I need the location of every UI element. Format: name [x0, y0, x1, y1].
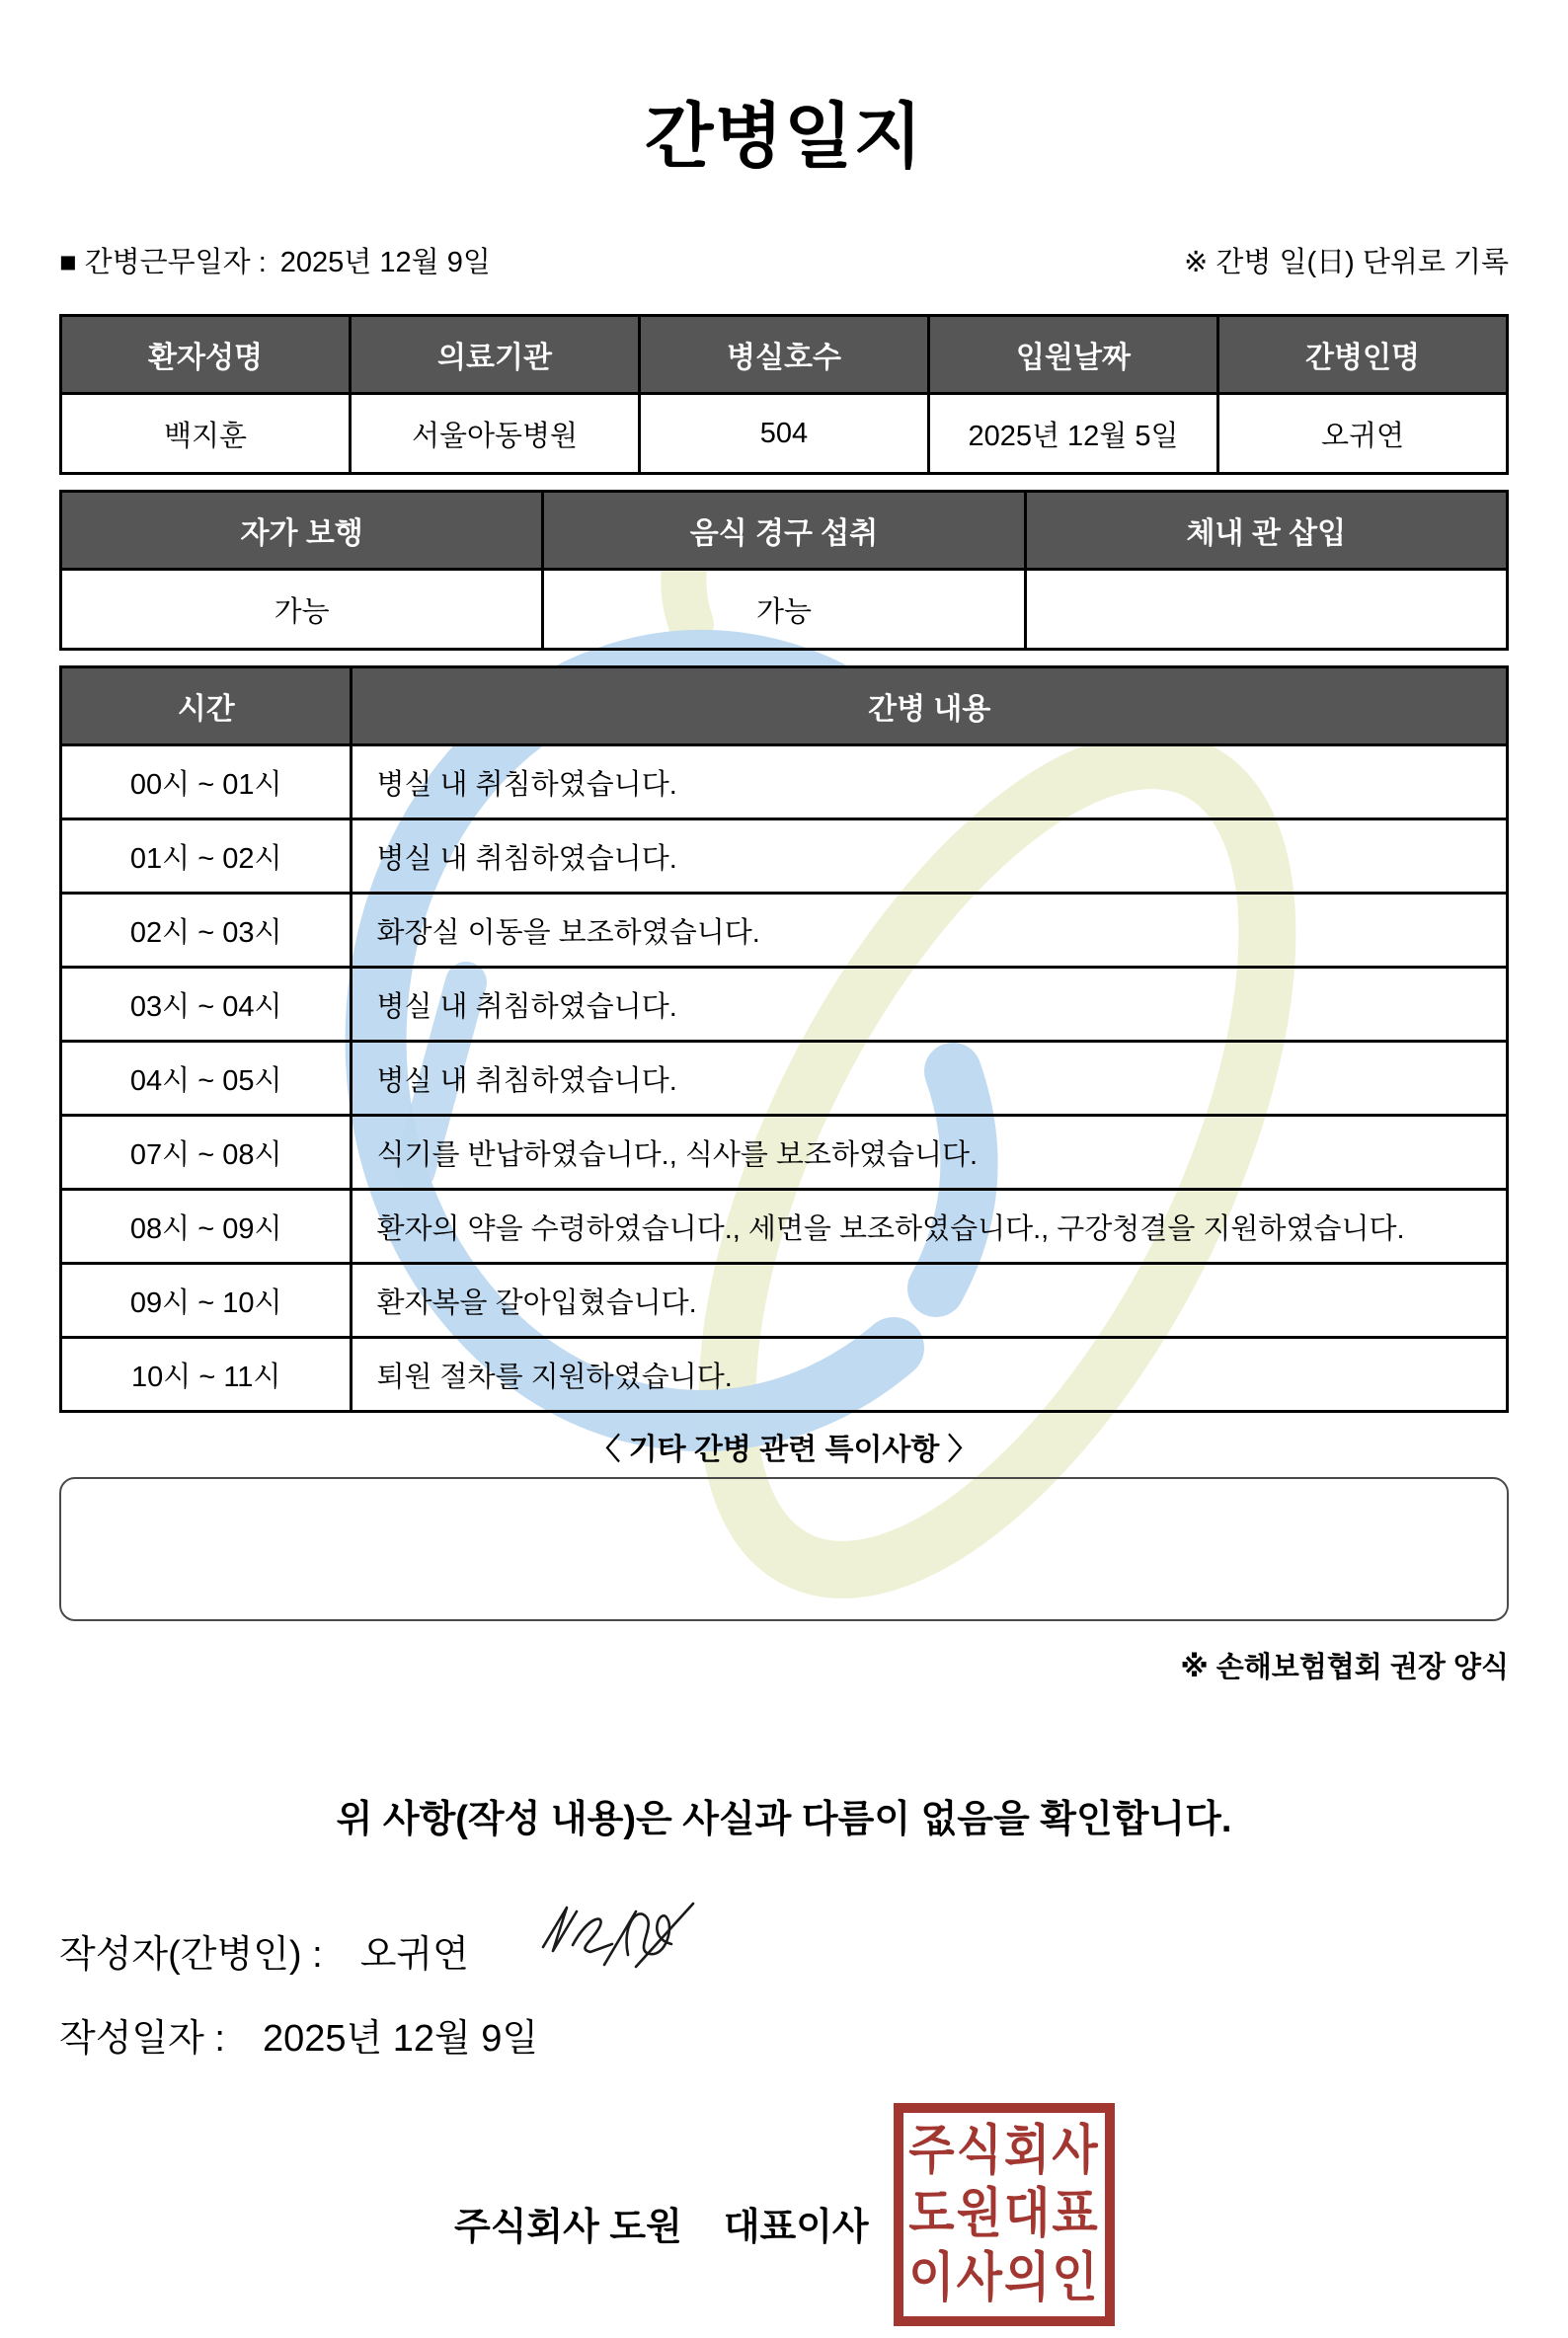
care-row: [61, 1042, 1508, 1116]
company-line: [454, 2196, 869, 2250]
header-oral-intake: 음식 경구 섭취: [543, 492, 1025, 570]
value-room-number: 504: [640, 394, 929, 474]
care-row: [61, 1338, 1508, 1412]
writer-label: 작성자(간병인) :: [59, 1934, 323, 1977]
unit-note: ※ 간병 일(日) 단위로 기록: [1184, 247, 1509, 279]
header-patient-name: 환자성명: [61, 316, 351, 394]
care-time: 08시 ~ 09시: [61, 1190, 352, 1264]
care-time: 01시 ~ 02시: [61, 819, 352, 894]
care-content: 병실 내 취침하였습니다.: [352, 968, 1508, 1042]
patient-status-table: [59, 490, 1509, 651]
page-title: 간병일지: [644, 98, 924, 177]
status-header-row: [61, 492, 1508, 570]
care-row: [61, 1116, 1508, 1190]
seal-row: 주식회사: [908, 2121, 1100, 2180]
care-work-date-label: ■ 간병근무일자 :: [59, 247, 267, 279]
writer-row: [59, 1923, 1509, 1978]
header-self-walking: 자가 보행: [61, 492, 543, 570]
care-time: 09시 ~ 10시: [61, 1264, 352, 1338]
care-row: [61, 968, 1508, 1042]
care-time: 10시 ~ 11시: [61, 1338, 352, 1412]
value-admission-date: 2025년 12월 5일: [929, 394, 1218, 474]
care-time: 07시 ~ 08시: [61, 1116, 352, 1190]
header-tube-insertion: 체내 관 삽입: [1025, 492, 1507, 570]
patient-info-table: [59, 314, 1509, 475]
care-time: 02시 ~ 03시: [61, 894, 352, 968]
meta-row: [59, 240, 1509, 280]
value-caregiver-name: 오귀연: [1218, 394, 1508, 474]
header-care-content: 간병 내용: [352, 667, 1508, 745]
document-content: [0, 99, 1568, 2338]
care-work-date-value: 2025년 12월 9일: [279, 247, 491, 279]
header-room-number: 병실호수: [640, 316, 929, 394]
seal-row: 도원대표: [908, 2184, 1100, 2244]
write-date-value: 2025년 12월 9일: [262, 2018, 539, 2061]
care-time: 03시 ~ 04시: [61, 968, 352, 1042]
value-medical-institution: 서울아동병원: [351, 394, 640, 474]
patient-info-header-row: [61, 316, 1508, 394]
patient-info-value-row: [61, 394, 1508, 474]
care-content: 병실 내 취침하였습니다.: [352, 745, 1508, 819]
extra-notes-heading: 〈 기타 간병 관련 특이사항 〉: [590, 1434, 978, 1467]
care-row: [61, 819, 1508, 894]
care-row: [61, 894, 1508, 968]
care-content: 식기를 반납하였습니다., 식사를 보조하였습니다.: [352, 1116, 1508, 1190]
header-caregiver-name: 간병인명: [1218, 316, 1508, 394]
care-content: 환자복을 갈아입혔습니다.: [352, 1264, 1508, 1338]
corporate-seal-stamp: [894, 2103, 1115, 2326]
care-content: 환자의 약을 수령하였습니다., 세면을 보조하였습니다., 구강청결을 지원하였습니다.: [352, 1190, 1508, 1264]
care-content: 병실 내 취침하였습니다.: [352, 819, 1508, 894]
care-time: 00시 ~ 01시: [61, 745, 352, 819]
value-tube-insertion: [1025, 570, 1507, 650]
care-content: 병실 내 취침하였습니다.: [352, 1042, 1508, 1116]
care-content: 화장실 이동을 보조하였습니다.: [352, 894, 1508, 968]
writer-name: 오귀연: [359, 1934, 469, 1977]
care-time: 04시 ~ 05시: [61, 1042, 352, 1116]
care-log-table: [59, 665, 1509, 1413]
value-self-walking: 가능: [61, 570, 543, 650]
header-medical-institution: 의료기관: [351, 316, 640, 394]
form-standard-note: ※ 손해보험협회 권장 양식: [1180, 1652, 1509, 1684]
care-log-header-row: [61, 667, 1508, 745]
care-row: [61, 1264, 1508, 1338]
handwritten-signature: [533, 1894, 703, 1985]
ceo-title: 대표이사: [723, 2207, 869, 2249]
care-work-date: [59, 240, 491, 280]
value-oral-intake: 가능: [543, 570, 1025, 650]
write-date-label: 작성일자 :: [59, 2018, 225, 2061]
header-time: 시간: [61, 667, 352, 745]
header-admission-date: 입원날짜: [929, 316, 1218, 394]
status-value-row: [61, 570, 1508, 650]
seal-row: 이사의인: [908, 2248, 1100, 2307]
company-name: 주식회사 도원: [454, 2207, 682, 2249]
value-patient-name: 백지훈: [61, 394, 351, 474]
care-row: [61, 745, 1508, 819]
write-date-row: [59, 2007, 1509, 2062]
extra-notes-box: [59, 1477, 1509, 1621]
confirmation-statement: 위 사항(작성 내용)은 사실과 다름이 없음을 확인합니다.: [336, 1799, 1232, 1841]
care-content: 퇴원 절차를 지원하였습니다.: [352, 1338, 1508, 1412]
footer-block: [59, 2103, 1509, 2338]
care-row: [61, 1190, 1508, 1264]
